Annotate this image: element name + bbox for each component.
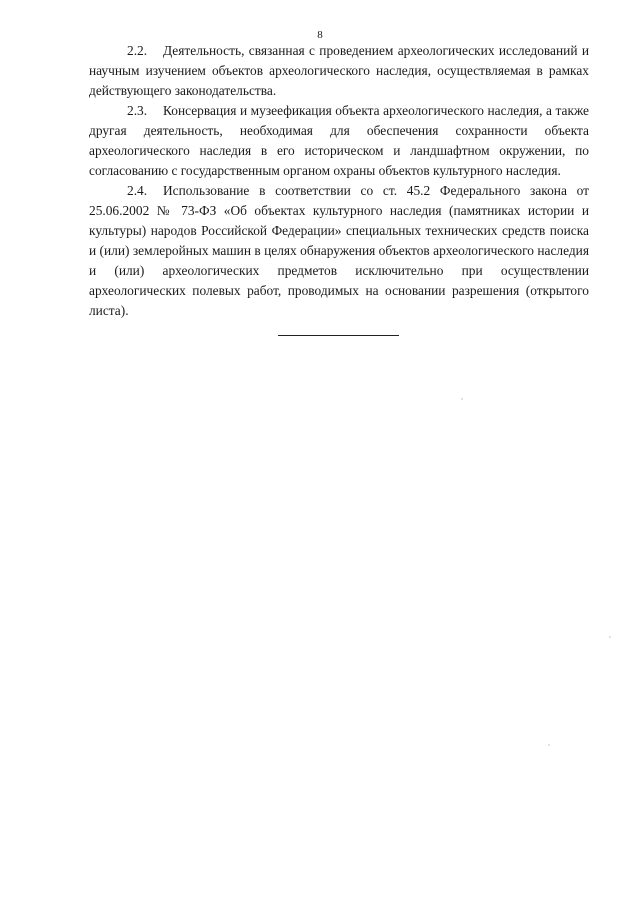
scan-speck (548, 744, 550, 746)
scan-speck (461, 398, 463, 400)
end-of-text-rule (278, 335, 399, 336)
page-number: 8 (317, 29, 323, 41)
paragraph-2-4 (89, 181, 589, 321)
paragraph-number: 2.4. (127, 183, 148, 198)
paragraph-2-2 (89, 41, 589, 101)
scan-speck (609, 636, 611, 638)
paragraph-text: Использование в соответствии со ст. 45.2 Федерального закона от 25.06.2002 № 73-ФЗ «Об объектах культурного наследия (памятниках истории и культуры) народов Российской Федерации» специальных технических средств поиска и (или) землеройных машин в целях обнаружения объектов археологического наследия и (или) археологических предметов исключительно при осуществлении археологических полевых работ, проводимых на основании разрешения (открытого листа). (89, 183, 589, 318)
paragraph-number: 2.3. (127, 103, 148, 118)
paragraph-2-3 (89, 101, 589, 181)
paragraph-text: Деятельность, связанная с проведением археологических исследований и научным изучением объектов археологического наследия, осуществляемая в рамках действующего законодательства. (89, 43, 589, 98)
paragraph-number: 2.2. (127, 43, 148, 58)
paragraph-text: Консервация и музеефикация объекта археологического наследия, а также другая деятельность, необходимая для обеспечения сохранности объекта археологического наследия в его историческом и ландшафтном окружении, по согласованию с государственным органом охраны объектов культурного наследия. (89, 103, 589, 178)
document-body (89, 41, 589, 321)
